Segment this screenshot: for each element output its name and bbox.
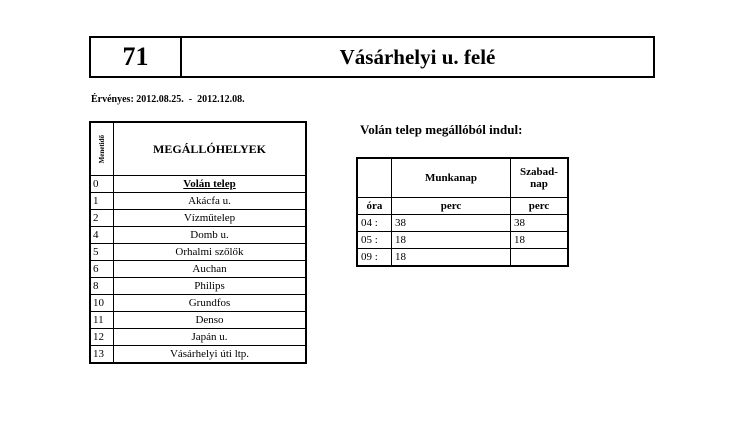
stop-row	[90, 329, 306, 346]
departure-hour: 09 :	[357, 249, 392, 267]
departure-row	[357, 215, 568, 232]
stop-travel-time: 12	[90, 329, 114, 346]
route-direction: Vásárhelyi u. felé	[339, 44, 496, 69]
stop-travel-time: 13	[90, 346, 114, 364]
stop-name: Vásárhelyi úti ltp.	[114, 346, 307, 364]
hour-label: óra	[357, 198, 392, 215]
stops-title: MEGÁLLÓHELYEK	[114, 122, 307, 176]
workday-minutes: 18	[392, 249, 511, 267]
stop-travel-time: 6	[90, 261, 114, 278]
departure-hour: 05 :	[357, 232, 392, 249]
stop-travel-time: 10	[90, 295, 114, 312]
stops-table	[89, 121, 307, 364]
workday-minutes: 38	[392, 215, 511, 232]
travel-time-header: Menetidő	[90, 122, 114, 176]
stop-travel-time: 5	[90, 244, 114, 261]
saturday-minute-label: perc	[511, 198, 569, 215]
departure-row	[357, 232, 568, 249]
workday-minutes: 18	[392, 232, 511, 249]
saturday-header-text: Szabad- nap	[520, 166, 558, 190]
stop-name: Auchan	[114, 261, 307, 278]
stop-travel-time: 2	[90, 210, 114, 227]
stop-name: Volán telep	[114, 176, 307, 193]
stop-travel-time: 1	[90, 193, 114, 210]
stop-name: Denso	[114, 312, 307, 329]
stop-row	[90, 261, 306, 278]
stop-name: Grundfos	[114, 295, 307, 312]
workday-header: Munkanap	[392, 158, 511, 198]
stop-row	[90, 210, 306, 227]
stop-name: Vízműtelep	[114, 210, 307, 227]
saturday-minutes	[511, 249, 569, 267]
stop-row	[90, 295, 306, 312]
validity-period: Érvényes: 2012.08.25. - 2012.12.08.	[91, 94, 245, 105]
stop-row	[90, 312, 306, 329]
stop-row	[90, 346, 306, 364]
departures-title: Volán telep megállóból indul:	[360, 122, 523, 137]
departure-row	[357, 249, 568, 267]
stop-travel-time: 8	[90, 278, 114, 295]
stop-name: Domb u.	[114, 227, 307, 244]
stop-row	[90, 227, 306, 244]
stop-row	[90, 193, 306, 210]
stop-row	[90, 278, 306, 295]
stop-name: Akácfa u.	[114, 193, 307, 210]
stop-travel-time: 4	[90, 227, 114, 244]
stop-travel-time: 0	[90, 176, 114, 193]
stop-travel-time: 11	[90, 312, 114, 329]
saturday-minutes: 18	[511, 232, 569, 249]
saturday-header	[511, 158, 569, 198]
route-header	[89, 36, 655, 78]
stop-name: Japán u.	[114, 329, 307, 346]
stop-row	[90, 176, 306, 193]
departures-table	[356, 157, 569, 267]
stop-name: Orhalmi szőlők	[114, 244, 307, 261]
stop-row	[90, 244, 306, 261]
departure-hour: 04 :	[357, 215, 392, 232]
workday-minute-label: perc	[392, 198, 511, 215]
stop-name: Philips	[114, 278, 307, 295]
saturday-minutes: 38	[511, 215, 569, 232]
route-number: 71	[91, 38, 182, 76]
